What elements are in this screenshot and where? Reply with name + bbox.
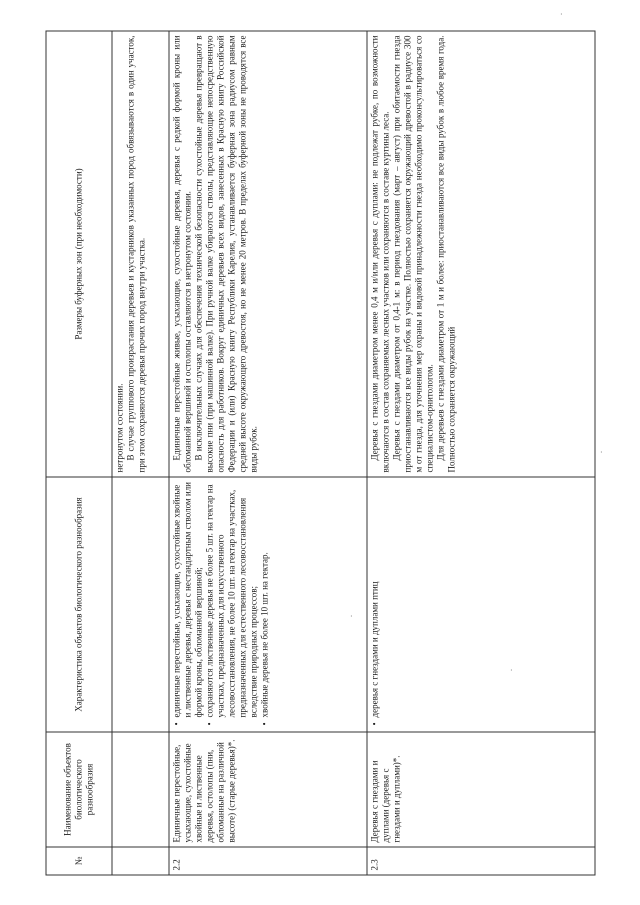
table-row [169,31,367,875]
cell-zone-continued [112,31,169,477]
zone-text: В исключительных случаях для обеспечения технической безопасности сухостойные деревья превращают в высокие пни (при машинной валке). При ручной валке убираются стволы, представляющие непосредственную опасность для работников. Вокруг единичных деревьев всех видов, занесенных в Красную книгу Российской Федерации и (или) Красную книгу Республики Карелия, устанавливается буферная зона радиусом равным средней высоте окружающего древостоя, но не менее 20 метров. В пределах буферной зоны не проводятся все виды рубок. [192,35,258,472]
row-name: Единичные перестойные, усыхающие, сухостойные хвойные и лиственные деревья, остолопы (пни, обломанные на различной высоте) (старые деревья)*. [169,732,367,847]
row-num: 2.2 [169,847,367,875]
list-item: • деревья с гнездами и дуплами птиц [369,481,380,717]
row-characteristics [367,477,595,732]
zone-text: Деревья с гнездами диаметром менее 0,4 м и/или деревья с дуплами: не подлежат рубке, по возможности включаются в состав сохраняемых лесных участков или сохраняются в составе куртины леса. [369,35,390,472]
zone-text: Деревья с гнездами диаметром от 0,4-1 м: в период гнездования (март – август) при обитаемости гнезда приостанавливаются все виды рубок на участке. Полностью сохраняется окружающий древостой в радиусе 300 м от гнезда, для уточнения мер охраны и видовой принадлежности гнезда необходимо проконсультироваться со специалистом-орнитологом. [390,35,434,472]
header-buffer-zone: Размеры буферных зон (при необходимости) [46,31,112,477]
header-num: № [46,847,112,875]
scan-speck: · [350,612,353,621]
zone-text: Единичные перестойные живые, усыхающие, сухостойные деревья, деревья с редкой формой кроны или обломанной вершиной и остолопы оставляются в нетронутом состоянии. [171,35,192,472]
list-item: • хвойные деревья не более 10 шт. на гектар. [259,481,270,717]
zone-text: нетронутом состоянии. [114,383,124,472]
list-item: • единичные перестойные, усыхающие, сухостойные хвойные и лиственные деревья, деревья с нестандартным стволом или формой кроны, обломанной вершиной; [171,481,204,717]
list-item: • сохраняются лиственные деревья не более 5 шт. на гектар на участках, предназначенных для искусственного лесовосстановления, не более 10 шт. на гектар на участках, предназначенных для естественного лесовосстановления вследствие природных процессов; [204,481,259,717]
header-name: Наименование объектов биологического разнообразия [46,732,112,847]
scan-speck: · [510,666,513,675]
cell-empty [112,847,169,875]
table-header-row [46,31,112,875]
scan-speck: · [560,10,563,19]
cell-empty [112,477,169,732]
table-row [367,31,595,875]
zone-text: В случае группового произрастания деревьев и кустарников указанных пород обвязываются в один участок, при этом сохраняются деревья прочих пород внутри участка. [124,35,146,472]
row-name: Деревья с гнездами и дуплами (деревья с гнездами и дуплами)*. [367,732,595,847]
row-characteristics [169,477,367,732]
row-num: 2.3 [367,847,595,875]
row-buffer-zone [367,31,595,477]
table-row-continued [112,31,169,875]
scan-speck: · [600,448,603,457]
zone-text: Для деревьев с гнездами диаметром от 1 м и более: приостанавливаются все виды рубок в любое время года. Полностью сохраняется окружающий [434,35,456,472]
cell-empty [112,732,169,847]
biodiversity-table [45,30,595,875]
header-characteristics: Характеристика объектов биологического разнообразия [46,477,112,732]
row-buffer-zone [169,31,367,477]
